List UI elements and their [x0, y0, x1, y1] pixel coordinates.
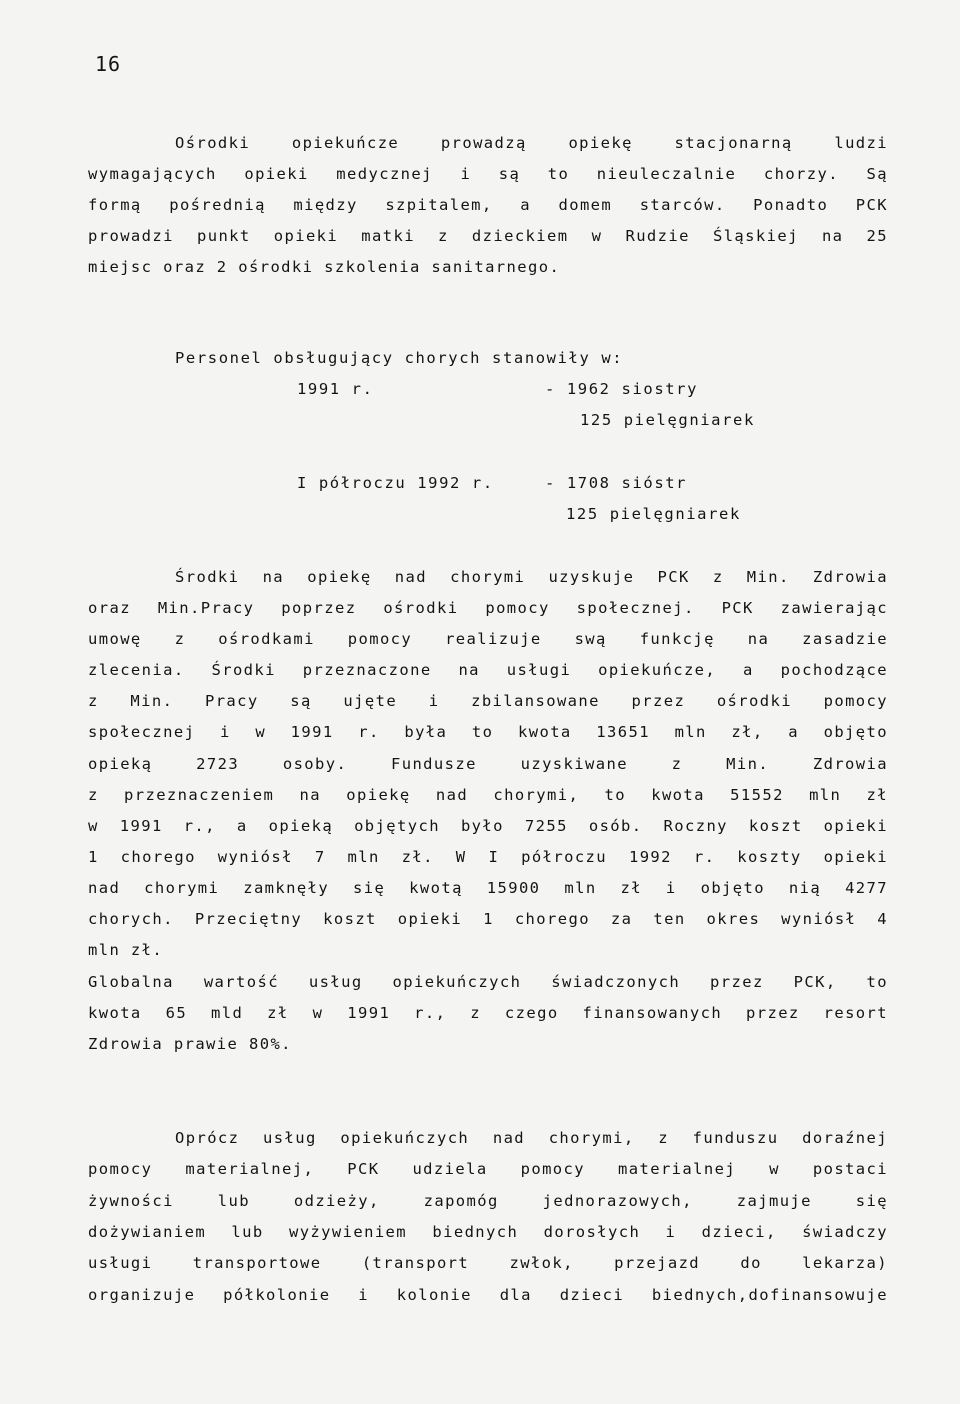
- paragraph2-line-6: społecznej i w 1991 r. była to kwota 13651 mln zł, a objęto: [88, 723, 888, 741]
- paragraph3-line-2: pomocy materialnej, PCK udziela pomocy materialnej w postaci: [88, 1160, 888, 1178]
- paragraph3-line-4: dożywianiem lub wyżywieniem biednych dorosłych i dzieci, świadczy: [88, 1223, 888, 1241]
- paragraph1-line-3: formą pośrednią między szpitalem, a domem starców. Ponadto PCK: [88, 196, 888, 214]
- paragraph2-line-12: chorych. Przeciętny koszt opieki 1 chorego za ten okres wyniósł 4: [88, 910, 888, 928]
- paragraph2-line-15: kwota 65 mld zł w 1991 r., z czego finansowanych przez resort: [88, 1004, 888, 1022]
- paragraph2-line-4: zlecenia. Środki przeznaczone na usługi opiekuńcze, a pochodzące: [88, 661, 888, 679]
- paragraph3-line-1: Oprócz usług opiekuńczych nad chorymi, z funduszu doraźnej: [175, 1129, 888, 1147]
- paragraph2-line-5: z Min. Pracy są ujęte i zbilansowane przez ośrodki pomocy: [88, 692, 888, 710]
- paragraph1-line-1: Ośrodki opiekuńcze prowadzą opiekę stacjonarną ludzi: [175, 134, 888, 152]
- staff-row2-period: I półroczu 1992 r.: [297, 474, 494, 492]
- paragraph1-line-4: prowadzi punkt opieki matki z dzieckiem w Rudzie Śląskiej na 25: [88, 227, 888, 245]
- paragraph3-line-3: żywności lub odzieży, zapomóg jednorazowych, zajmuje się: [88, 1192, 888, 1210]
- staff-heading: Personel obsługujący chorych stanowiły w:: [175, 349, 624, 367]
- paragraph2-line-7: opieką 2723 osoby. Fundusze uzyskiwane z Min. Zdrowia: [88, 755, 888, 773]
- paragraph1-line-2: wymagających opieki medycznej i są to nieuleczalnie chorzy. Są: [88, 165, 888, 183]
- staff-row2-carers: 125 pielęgniarek: [566, 505, 741, 523]
- paragraph2-line-2: oraz Min.Pracy poprzez ośrodki pomocy społecznej. PCK zawierając: [88, 599, 888, 617]
- paragraph2-line-1: Środki na opiekę nad chorymi uzyskuje PCK z Min. Zdrowia: [175, 568, 888, 586]
- paragraph2-line-3: umowę z ośrodkami pomocy realizuje swą funkcję na zasadzie: [88, 630, 888, 648]
- staff-row1-carers: 125 pielęgniarek: [580, 411, 755, 429]
- paragraph2-line-8: z przeznaczeniem na opiekę nad chorymi, to kwota 51552 mln zł: [88, 786, 888, 804]
- paragraph2-line-10: 1 chorego wyniósł 7 mln zł. W I półroczu 1992 r. koszty opieki: [88, 848, 888, 866]
- page-number: 16: [95, 52, 122, 76]
- staff-row2-nurses: - 1708 sióstr: [545, 474, 688, 492]
- staff-row1-period: 1991 r.: [297, 380, 374, 398]
- paragraph3-line-5: usługi transportowe (transport zwłok, przejazd do lekarza): [88, 1254, 888, 1272]
- paragraph1-line-5: miejsc oraz 2 ośrodki szkolenia sanitarnego.: [88, 258, 561, 276]
- paragraph2-line-14: Globalna wartość usług opiekuńczych świadczonych przez PCK, to: [88, 973, 888, 991]
- staff-row1-nurses: - 1962 siostry: [545, 380, 699, 398]
- paragraph2-line-16: Zdrowia prawie 80%.: [88, 1035, 292, 1053]
- paragraph2-line-9: w 1991 r., a opieką objętych było 7255 osób. Roczny koszt opieki: [88, 817, 888, 835]
- paragraph2-line-13: mln zł.: [88, 941, 164, 959]
- paragraph2-line-11: nad chorymi zamknęły się kwotą 15900 mln zł i objęto nią 4277: [88, 879, 888, 897]
- paragraph3-line-6: organizuje półkolonie i kolonie dla dzieci biednych,dofinansowuje: [88, 1286, 888, 1304]
